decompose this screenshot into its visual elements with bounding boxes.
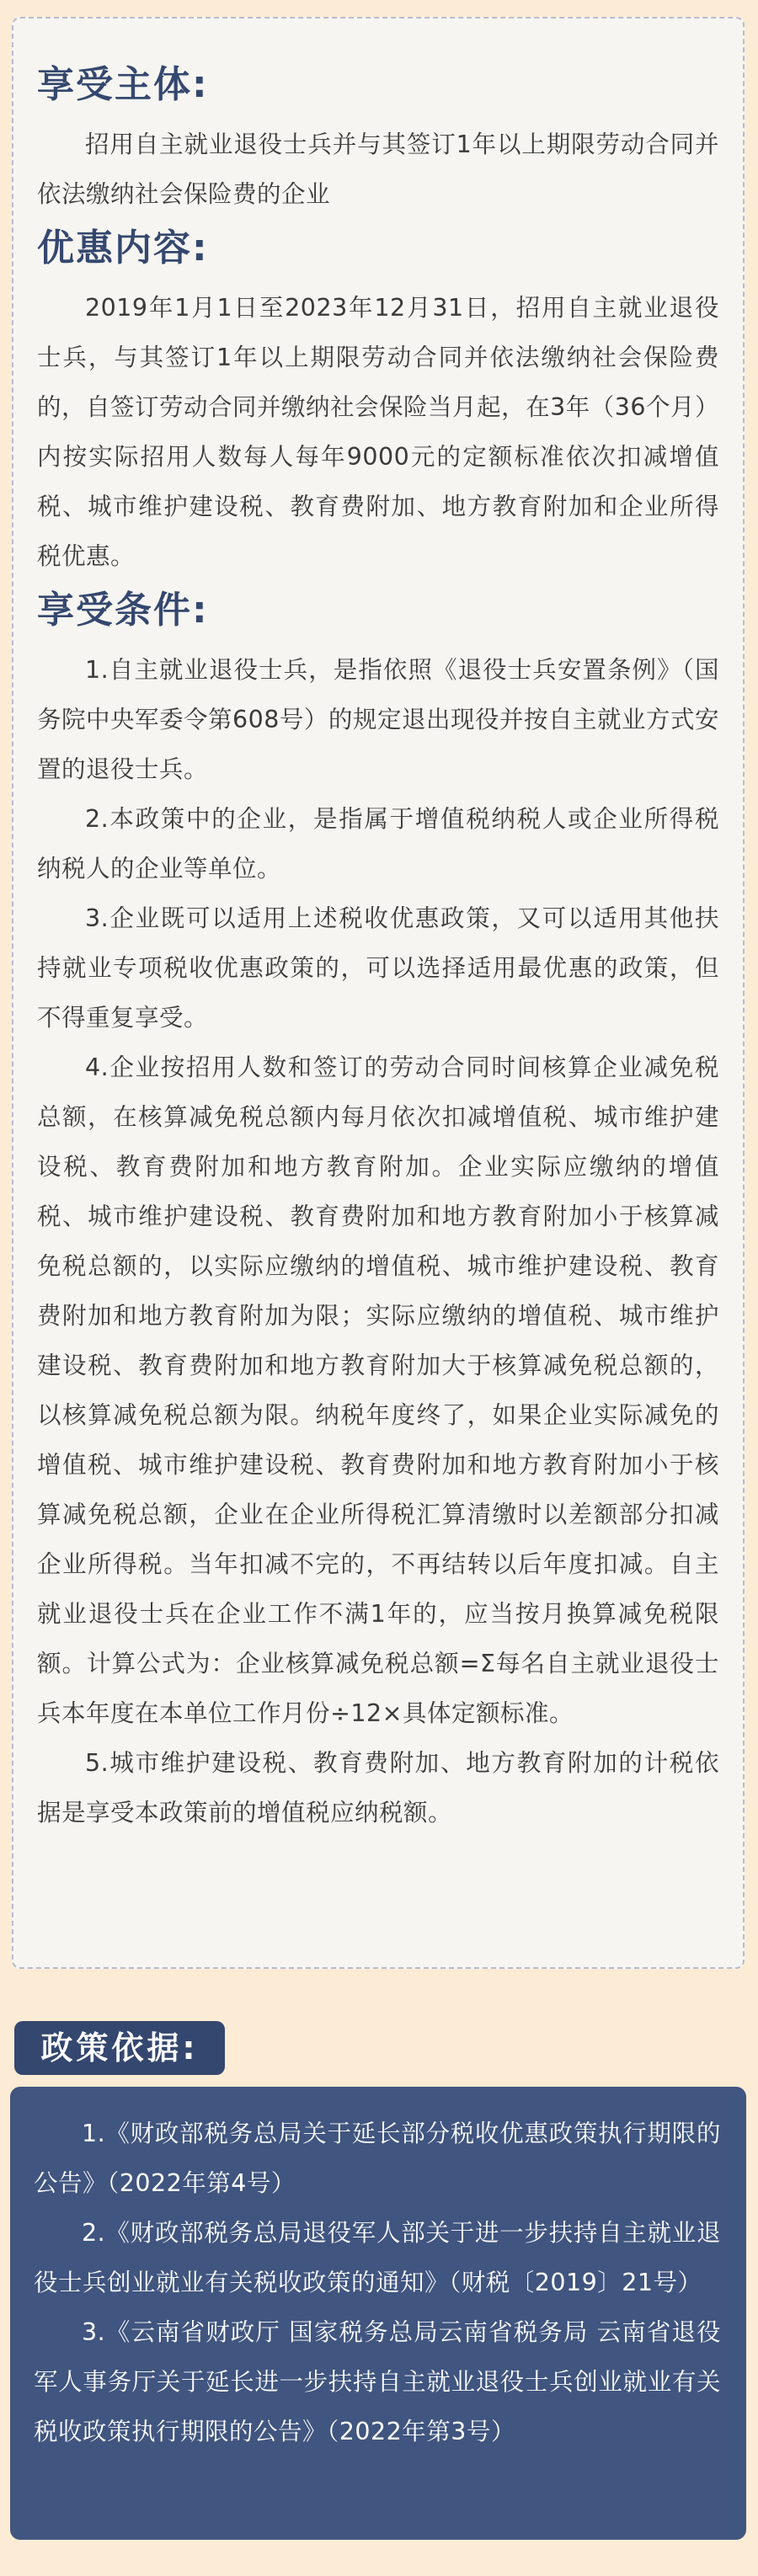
basis-item: 2.《财政部税务总局退役军人部关于进一步扶持自主就业退役士兵创业就业有关税收政策的通知》（财税〔2019〕21号） bbox=[34, 2219, 721, 2296]
policy-basis-tag: 政策依据: bbox=[14, 2021, 225, 2075]
condition-item: 1.自主就业退役士兵，是指依照《退役士兵安置条例》（国务院中央军委令第608号）的规定退出现役并按自主就业方式安置的退役士兵。 bbox=[37, 656, 719, 783]
condition-item: 3.企业既可以适用上述税收优惠政策，又可以适用其他扶持就业专项税收优惠政策的，可以选择适用最优惠的政策，但不得重复享受。 bbox=[37, 904, 719, 1032]
subject-section bbox=[37, 62, 719, 219]
policy-card bbox=[12, 17, 745, 1969]
condition-item: 4.企业按招用人数和签订的劳动合同时间核算企业减免税总额，在核算减免税总额内每月依次扣减增值税、城市维护建设税、教育费附加和地方教育附加。企业实际应缴纳的增值税、城市维护建设税、教育费附加和地方教育附加小于核算减免税总额的，以实际应缴纳的增值税、城市维护建设税、教育费附加和地方教育附加为限；实际应缴纳的增值税、城市维护建设税、教育费附加和地方教育附加大于核算减免税总额的，以核算减免税总额为限。纳税年度终了，如果企业实际减免的增值税、城市维护建设税、教育费附加和地方教育附加小于核算减免税总额，企业在企业所得税汇算清缴时以差额部分扣减企业所得税。当年扣减不完的，不再结转以后年度扣减。自主就业退役士兵在企业工作不满1年的，应当按月换算减免税限额。计算公式为：企业核算减免税总额=Σ每名自主就业退役士兵本年度在本单位工作月份÷12×具体定额标准。 bbox=[37, 1053, 719, 1727]
content-text: 2019年1月1日至2023年12月31日，招用自主就业退役士兵，与其签订1年以上期限劳动合同并依法缴纳社会保险费的，自签订劳动合同并缴纳社会保险当月起，在3年（36个月）内按实际招用人数每人每年9000元的定额标准依次扣减增值税、城市维护建设税、教育费附加、地方教育附加和企业所得税优惠。 bbox=[37, 294, 719, 570]
basis-item: 3.《云南省财政厅 国家税务总局云南省税务局 云南省退役军人事务厅关于延长进一步扶持自主就业退役士兵创业就业有关税收政策执行期限的公告》（2022年第3号） bbox=[34, 2318, 721, 2445]
content-section bbox=[37, 226, 719, 581]
condition-item: 2.本政策中的企业，是指属于增值税纳税人或企业所得税纳税人的企业等单位。 bbox=[37, 805, 719, 883]
conditions-section bbox=[37, 588, 719, 1837]
subject-heading: 享受主体: bbox=[37, 63, 209, 106]
content-heading: 优惠内容: bbox=[37, 227, 209, 269]
conditions-heading: 享受条件: bbox=[37, 589, 209, 632]
policy-basis-box bbox=[10, 2087, 746, 2540]
subject-text: 招用自主就业退役士兵并与其签订1年以上期限劳动合同并依法缴纳社会保险费的企业 bbox=[37, 131, 719, 208]
basis-item: 1.《财政部税务总局关于延长部分税收优惠政策执行期限的公告》（2022年第4号） bbox=[34, 2120, 721, 2197]
condition-item: 5.城市维护建设税、教育费附加、地方教育附加的计税依据是享受本政策前的增值税应纳税额。 bbox=[37, 1749, 719, 1827]
